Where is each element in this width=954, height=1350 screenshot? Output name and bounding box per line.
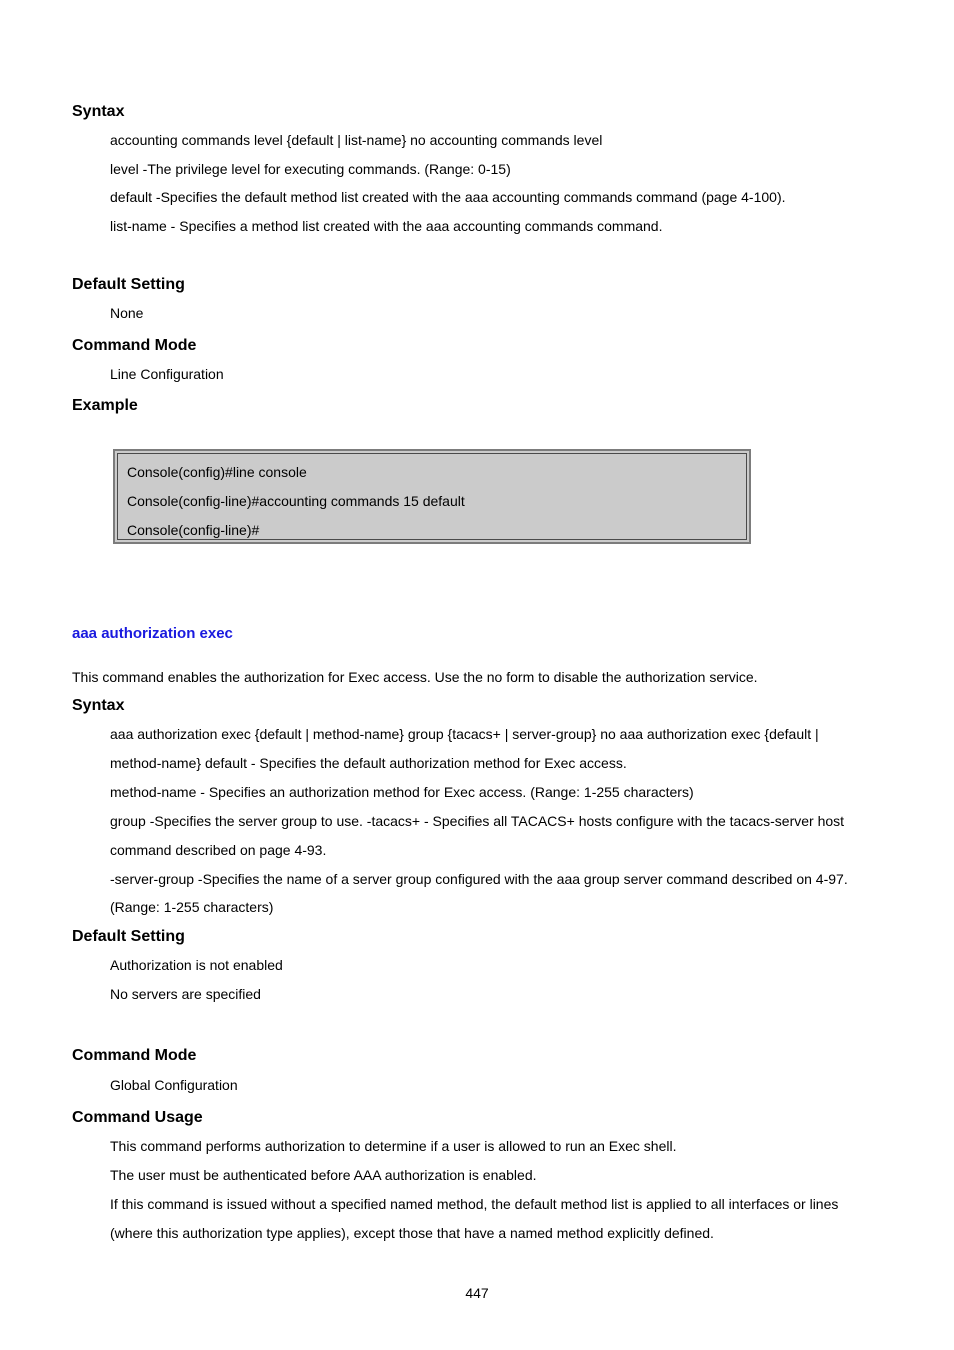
syntax-line: method-name - Specifies an authorization method for Exec access. (Range: 1-255 characters) bbox=[110, 784, 694, 800]
command-usage-line: If this command is issued without a specified named method, the default method list is applied to all interfaces or lines bbox=[110, 1196, 839, 1212]
default-setting-value: Authorization is not enabled bbox=[110, 957, 283, 973]
syntax-line: list-name - Specifies a method list created with the aaa accounting commands command. bbox=[110, 218, 663, 234]
command-title: aaa authorization exec bbox=[72, 625, 233, 642]
syntax-heading: Syntax bbox=[72, 697, 125, 714]
default-setting-heading: Default Setting bbox=[72, 276, 185, 293]
syntax-line: -server-group -Specifies the name of a server group configured with the aaa group server command described on 4-97. bbox=[110, 871, 848, 887]
syntax-line: accounting commands level {default | list-name} no accounting commands level bbox=[110, 132, 603, 148]
default-setting-heading: Default Setting bbox=[72, 928, 185, 945]
command-mode-value: Line Configuration bbox=[110, 366, 224, 382]
syntax-line: aaa authorization exec {default | method-name} group {tacacs+ | server-group} no aaa authorization exec {default | bbox=[110, 726, 819, 742]
default-setting-value: No servers are specified bbox=[110, 986, 261, 1002]
command-usage-heading: Command Usage bbox=[72, 1109, 203, 1126]
command-mode-heading: Command Mode bbox=[72, 337, 197, 354]
example-heading: Example bbox=[72, 397, 138, 414]
command-mode-value: Global Configuration bbox=[110, 1077, 238, 1093]
command-mode-heading: Command Mode bbox=[72, 1047, 197, 1064]
syntax-line: (Range: 1-255 characters) bbox=[110, 899, 274, 915]
syntax-line: command described on page 4-93. bbox=[110, 842, 327, 858]
example-code-box bbox=[113, 449, 751, 544]
page-number: 447 bbox=[465, 1285, 489, 1301]
syntax-line: method-name} default - Specifies the default authorization method for Exec access. bbox=[110, 755, 627, 771]
command-usage-line: (where this authorization type applies), except those that have a named method explicitly defined. bbox=[110, 1225, 714, 1241]
example-code-inner bbox=[117, 453, 747, 540]
example-code-line: Console(config)#line console bbox=[127, 464, 307, 480]
example-code-line: Console(config-line)#accounting commands 15 default bbox=[127, 493, 465, 509]
syntax-line: group -Specifies the server group to use. -tacacs+ - Specifies all TACACS+ hosts configure with the tacacs-server host bbox=[110, 813, 845, 829]
example-code-line: Console(config-line)# bbox=[127, 522, 260, 538]
default-setting-value: None bbox=[110, 305, 144, 321]
command-usage-line: The user must be authenticated before AAA authorization is enabled. bbox=[110, 1167, 537, 1183]
command-usage-line: This command performs authorization to determine if a user is allowed to run an Exec shell. bbox=[110, 1138, 677, 1154]
syntax-line: level -The privilege level for executing commands. (Range: 0-15) bbox=[110, 161, 511, 177]
syntax-heading: Syntax bbox=[72, 103, 125, 120]
command-description: This command enables the authorization for Exec access. Use the no form to disable the authorization service. bbox=[72, 669, 758, 685]
syntax-line: default -Specifies the default method list created with the aaa accounting commands command (page 4-100). bbox=[110, 189, 786, 205]
